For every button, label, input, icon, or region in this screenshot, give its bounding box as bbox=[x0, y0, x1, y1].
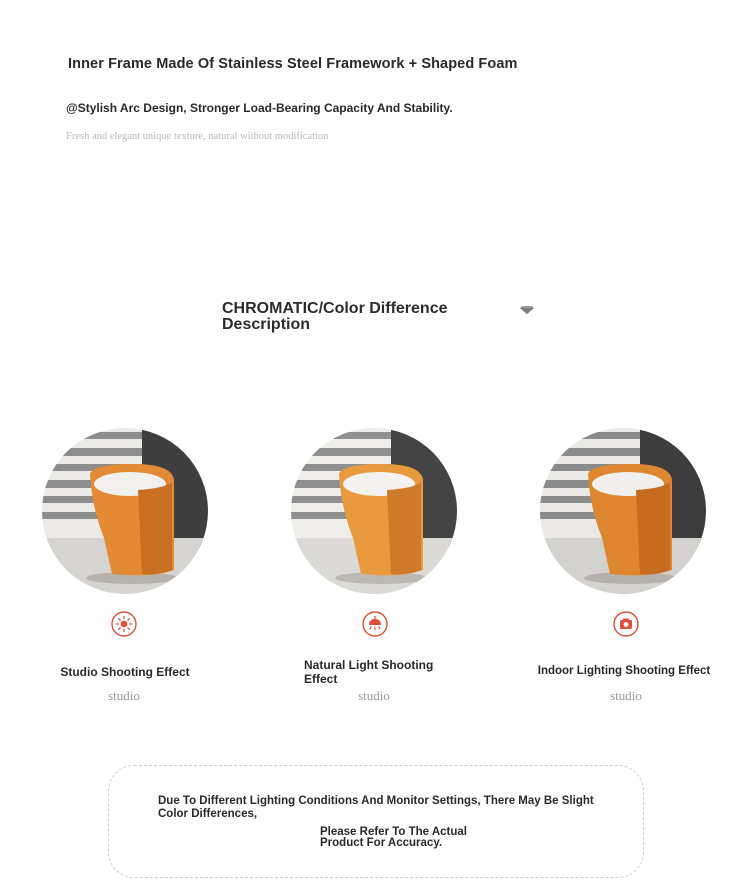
indoor-lighting-sub: studio bbox=[610, 688, 642, 703]
studio-photo bbox=[42, 428, 208, 594]
disclaimer-box bbox=[108, 765, 644, 878]
lamp-icon bbox=[362, 611, 388, 637]
section-subtitle: @Stylish Arc Design, Stronger Load-Bearing Capacity And Stability. bbox=[66, 101, 453, 115]
chromatic-title-line1: CHROMATIC/Color Difference bbox=[222, 300, 448, 317]
disclaimer-line4: Product For Accuracy. bbox=[320, 837, 443, 849]
chromatic-title bbox=[222, 301, 472, 333]
section-tagline: Fresh and elegant unique texture, natural without modification bbox=[66, 131, 329, 142]
section-title: Inner Frame Made Of Stainless Steel Framework + Shaped Foam bbox=[68, 56, 518, 72]
indoor-lighting-photo bbox=[540, 428, 706, 594]
disclaimer-line1: Due To Different Lighting Conditions And Monitor Settings, There May Be Slight bbox=[158, 795, 594, 807]
natural-light-effect-label bbox=[304, 658, 464, 686]
natural-light-sub: studio bbox=[358, 688, 390, 703]
chromatic-title-line2: Description bbox=[222, 316, 311, 333]
indoor-lighting-effect-label: Indoor Lighting Shooting Effect bbox=[537, 665, 711, 677]
disclaimer-text bbox=[158, 795, 598, 821]
sun-icon bbox=[111, 611, 137, 637]
natural-light-photo bbox=[291, 428, 457, 594]
disclaimer-line3: Please Refer To The Actual bbox=[320, 826, 467, 838]
disclaimer-accuracy bbox=[320, 827, 490, 849]
studio-sub: studio bbox=[108, 688, 140, 703]
studio-effect-label: Studio Shooting Effect bbox=[60, 665, 190, 679]
camera-icon bbox=[613, 611, 639, 637]
diamond-icon bbox=[520, 304, 534, 314]
natural-light-label-line2: Effect bbox=[304, 672, 338, 686]
natural-light-label-line1: Natural Light Shooting bbox=[304, 658, 434, 672]
disclaimer-line2: Color Differences, bbox=[158, 808, 258, 820]
